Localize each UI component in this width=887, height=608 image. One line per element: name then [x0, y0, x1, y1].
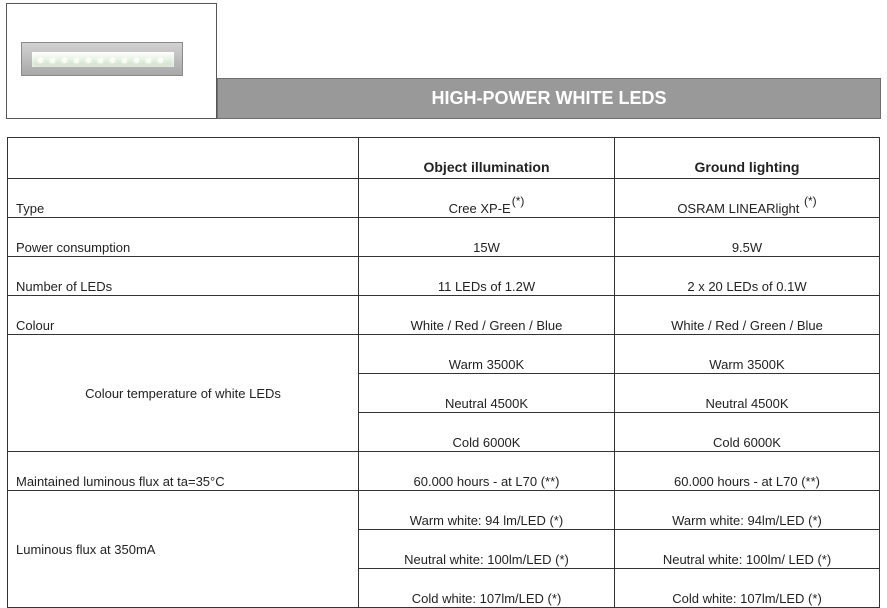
- table-row: [8, 257, 880, 296]
- cell-colour-ground: White / Red / Green / Blue: [615, 296, 880, 335]
- cell-luminous-flux-ground-warm: Warm white: 94lm/LED (*): [615, 491, 880, 530]
- table-row: [8, 335, 880, 374]
- product-photo: [6, 3, 217, 119]
- row-label-luminous-flux: Luminous flux at 350mA: [8, 491, 359, 608]
- cell-colour-temp-ground-cold: Cold 6000K: [615, 413, 880, 452]
- cell-luminous-flux-object-warm: Warm white: 94 lm/LED (*): [359, 491, 615, 530]
- cell-maintained-flux-object: 60.000 hours - at L70 (**): [359, 452, 615, 491]
- row-label-maintained-flux: Maintained luminous flux at ta=35°C: [8, 452, 359, 491]
- cell-colour-temp-ground-warm: Warm 3500K: [615, 335, 880, 374]
- row-label-num-leds: Number of LEDs: [8, 257, 359, 296]
- cell-colour-temp-object-neutral: Neutral 4500K: [359, 374, 615, 413]
- table-row: [8, 296, 880, 335]
- column-header-empty: [8, 138, 359, 179]
- cell-luminous-flux-ground-neutral: Neutral white: 100lm/ LED (*): [615, 530, 880, 569]
- cell-luminous-flux-object-cold: Cold white: 107lm/LED (*): [359, 569, 615, 608]
- cell-luminous-flux-object-neutral: Neutral white: 100lm/LED (*): [359, 530, 615, 569]
- cell-luminous-flux-ground-cold: Cold white: 107lm/LED (*): [615, 569, 880, 608]
- row-label-power: Power consumption: [8, 218, 359, 257]
- cell-type-ground: OSRAM LINEARlight (*): [615, 179, 880, 218]
- cell-colour-temp-object-cold: Cold 6000K: [359, 413, 615, 452]
- cell-colour-temp-object-warm: Warm 3500K: [359, 335, 615, 374]
- table-row: [8, 218, 880, 257]
- cell-type-object: Cree XP-E(*): [359, 179, 615, 218]
- cell-num-leds-object: 11 LEDs of 1.2W: [359, 257, 615, 296]
- cell-power-object: 15W: [359, 218, 615, 257]
- table-header-row: [8, 138, 880, 179]
- column-header-ground: Ground lighting: [615, 138, 880, 179]
- spec-table: [7, 137, 880, 608]
- banner-title: HIGH-POWER WHITE LEDS: [217, 78, 881, 119]
- row-label-type: Type: [8, 179, 359, 218]
- row-label-colour-temp: Colour temperature of white LEDs: [8, 335, 359, 452]
- table-row: [8, 452, 880, 491]
- table-row: [8, 179, 880, 218]
- cell-colour-object: White / Red / Green / Blue: [359, 296, 615, 335]
- row-label-colour: Colour: [8, 296, 359, 335]
- cell-maintained-flux-ground: 60.000 hours - at L70 (**): [615, 452, 880, 491]
- cell-power-ground: 9.5W: [615, 218, 880, 257]
- led-fixture-photo: [21, 42, 183, 76]
- table-row: [8, 491, 880, 530]
- cell-num-leds-ground: 2 x 20 LEDs of 0.1W: [615, 257, 880, 296]
- cell-colour-temp-ground-neutral: Neutral 4500K: [615, 374, 880, 413]
- column-header-object: Object illumination: [359, 138, 615, 179]
